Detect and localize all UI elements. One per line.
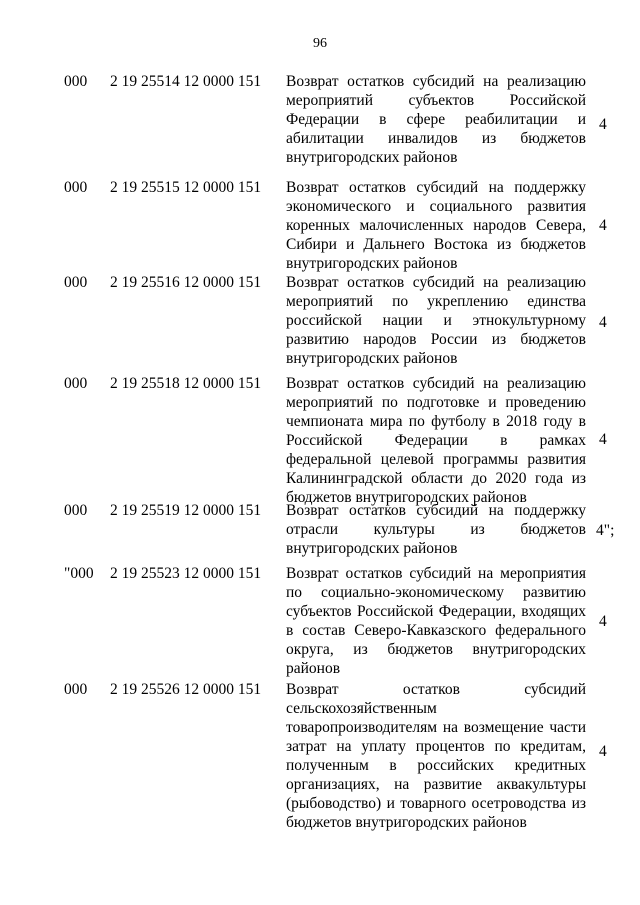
row-description: Возврат остатков субсидий на поддержку отрасли культуры из бюджетов внутригородских районов [286, 502, 586, 557]
admin-code: 000 [64, 375, 88, 392]
row-description: Возврат остатков субсидий на реализацию мероприятий субъектов Российской Федерации в сфере реабилитации и абилитации инвалидов из бюджетов внутригородских районов [286, 73, 586, 166]
budget-code: 2 19 25519 12 0000 151 [110, 502, 262, 519]
row-description: Возврат остатков субсидий на реализацию мероприятий по укреплению единства российской нации и этнокультурному развитию народов России из бюджетов внутригородских районов [286, 274, 586, 367]
page-number: 96 [313, 36, 327, 51]
row-mark: 4 [599, 217, 607, 234]
admin-code: 000 [64, 274, 88, 291]
admin-code: 000 [64, 502, 88, 519]
row-description: Возврат остатков субсидий на мероприятия по социально-экономическому развитию субъектов Российской Федерации, входящих в состав Северо-Кавказского федерального округа, из бюджетов внутригородских районов [286, 565, 586, 677]
row-mark: 4 [599, 116, 607, 133]
budget-code: 2 19 25526 12 0000 151 [110, 681, 262, 698]
row-mark: 4 [599, 314, 607, 331]
budget-code: 2 19 25523 12 0000 151 [110, 565, 262, 582]
row-mark: 4"; [596, 522, 615, 539]
admin-code: 000 [64, 73, 88, 90]
row-mark: 4 [599, 431, 607, 448]
row-description: Возврат остатков субсидий на реализацию мероприятий по подготовке и проведению чемпионата мира по футболу в 2018 году в Российской Федерации в рамках федеральной целевой программы развития Калининградской области до 2020 года из бюджетов внутригородских районов [286, 375, 586, 506]
budget-code: 2 19 25518 12 0000 151 [110, 375, 262, 392]
row-mark: 4 [599, 613, 607, 630]
row-description: Возврат остатков субсидий сельскохозяйственным товаропроизводителям на возмещение части затрат на уплату процентов по кредитам, полученным в российских кредитных организациях, на развитие аквакультуры (рыбоводство) и товарного осетроводства из бюджетов внутригородских районов [286, 681, 586, 831]
budget-code: 2 19 25515 12 0000 151 [110, 179, 262, 196]
budget-code: 2 19 25514 12 0000 151 [110, 73, 262, 90]
row-description: Возврат остатков субсидий на поддержку экономического и социального развития коренных малочисленных народов Севера, Сибири и Дальнего Востока из бюджетов внутригородских районов [286, 179, 586, 272]
row-mark: 4 [599, 743, 607, 760]
admin-code: 000 [64, 179, 88, 196]
admin-code: 000 [64, 681, 88, 698]
budget-code: 2 19 25516 12 0000 151 [110, 274, 262, 291]
admin-code: "000 [64, 565, 94, 582]
